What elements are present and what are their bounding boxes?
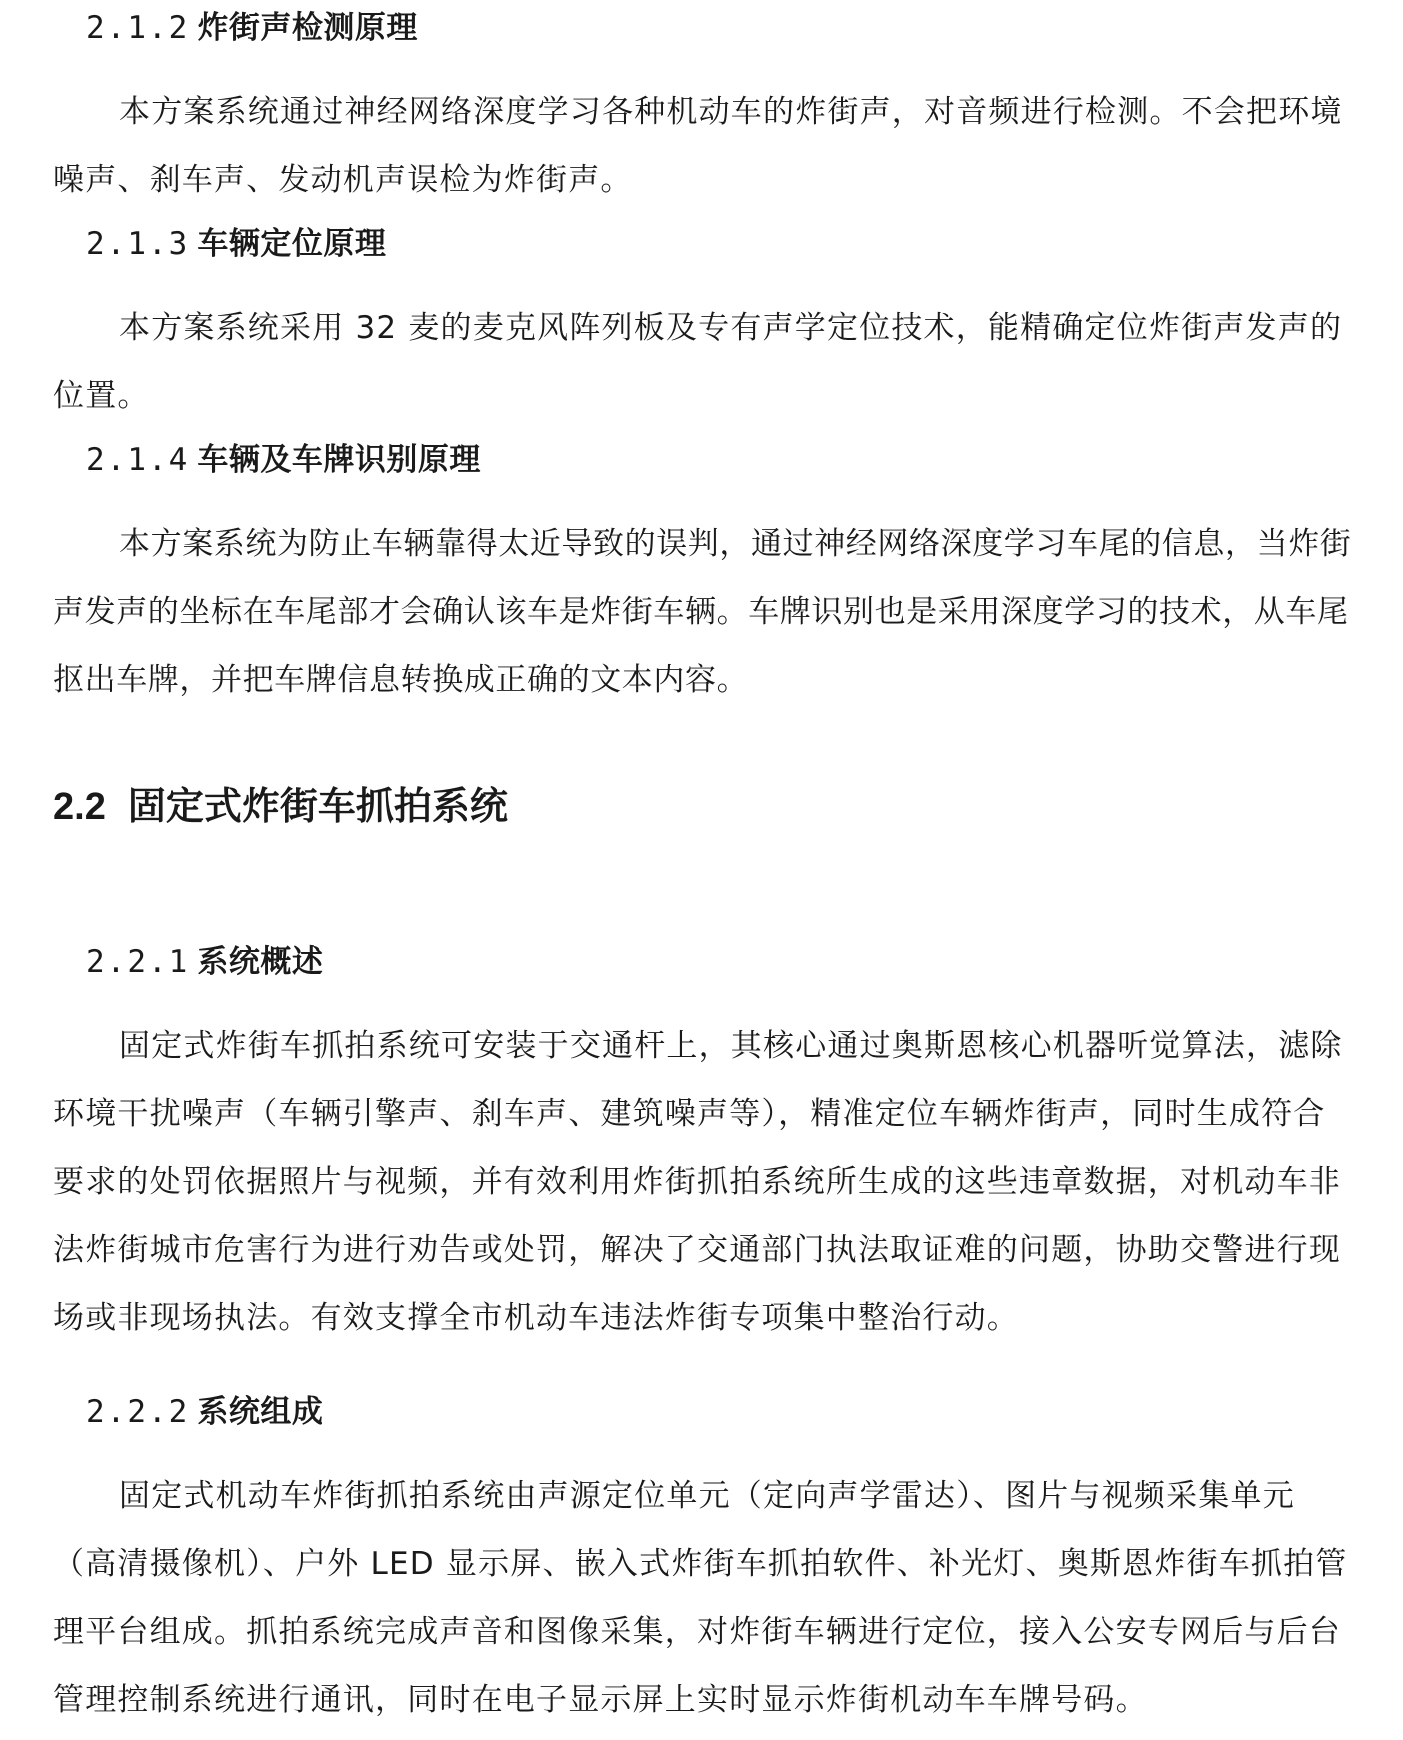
heading-2-1-2 xyxy=(86,8,418,48)
paragraph-2-1-4: 本方案系统为防止车辆靠得太近导致的误判，通过神经网络深度学习车尾的信息，当炸街声发声的坐标在车尾部才会确认该车是炸街车辆。车牌识别也是采用深度学习的技术，从车尾抠出车牌，并把车牌信息转换成正确的文本内容。 xyxy=(53,526,1352,698)
heading-2-2 xyxy=(53,782,508,831)
heading-2-2-2 xyxy=(86,1392,323,1432)
heading-number: 2.1.3 xyxy=(86,226,190,262)
heading-2-1-4 xyxy=(86,440,481,480)
heading-number: 2.2.1 xyxy=(86,944,190,980)
heading-title: 炸街声检测原理 xyxy=(197,10,418,46)
paragraph-2-2-1: 固定式炸街车抓拍系统可安装于交通杆上，其核心通过奥斯恩核心机器听觉算法，滤除环境干扰噪声（车辆引擎声、刹车声、建筑噪声等），精准定位车辆炸街声，同时生成符合要求的处罚依据照片与视频，并有效利用炸街抓拍系统所生成的这些违章数据，对机动车非法炸街城市危害行为进行劝告或处罚，解决了交通部门执法取证难的问题，协助交警进行现场或非现场执法。有效支撑全市机动车违法炸街专项集中整治行动。 xyxy=(53,1028,1343,1336)
heading-number: 2.1.2 xyxy=(86,10,190,46)
heading-title: 系统概述 xyxy=(197,944,324,980)
paragraph-2-2-2: 固定式机动车炸街抓拍系统由声源定位单元（定向声学雷达）、图片与视频采集单元（高清摄像机）、户外 LED 显示屏、嵌入式炸街车抓拍软件、补光灯、奥斯恩炸街车抓拍管理平台组成。抓拍系统完成声音和图像采集，对炸街车辆进行定位，接入公安专网后与后台管理控制系统进行通讯，同时在电子显示屏上实时显示炸街机动车车牌号码。 xyxy=(53,1478,1348,1718)
heading-2-2-1 xyxy=(86,942,323,982)
heading-2-1-3 xyxy=(86,224,386,264)
heading-number: 2.2 xyxy=(53,786,106,828)
paragraph-2-1-2: 本方案系统通过神经网络深度学习各种机动车的炸街声，对音频进行检测。不会把环境噪声、刹车声、发动机声误检为炸街声。 xyxy=(53,94,1343,198)
heading-title: 固定式炸街车抓拍系统 xyxy=(127,784,508,828)
heading-title: 车辆及车牌识别原理 xyxy=(197,442,481,478)
heading-number: 2.1.4 xyxy=(86,442,190,478)
heading-number: 2.2.2 xyxy=(86,1394,190,1430)
paragraph-2-1-3: 本方案系统采用 32 麦的麦克风阵列板及专有声学定位技术，能精确定位炸街声发声的位置。 xyxy=(53,310,1343,414)
heading-title: 系统组成 xyxy=(197,1394,324,1430)
heading-title: 车辆定位原理 xyxy=(197,226,387,262)
